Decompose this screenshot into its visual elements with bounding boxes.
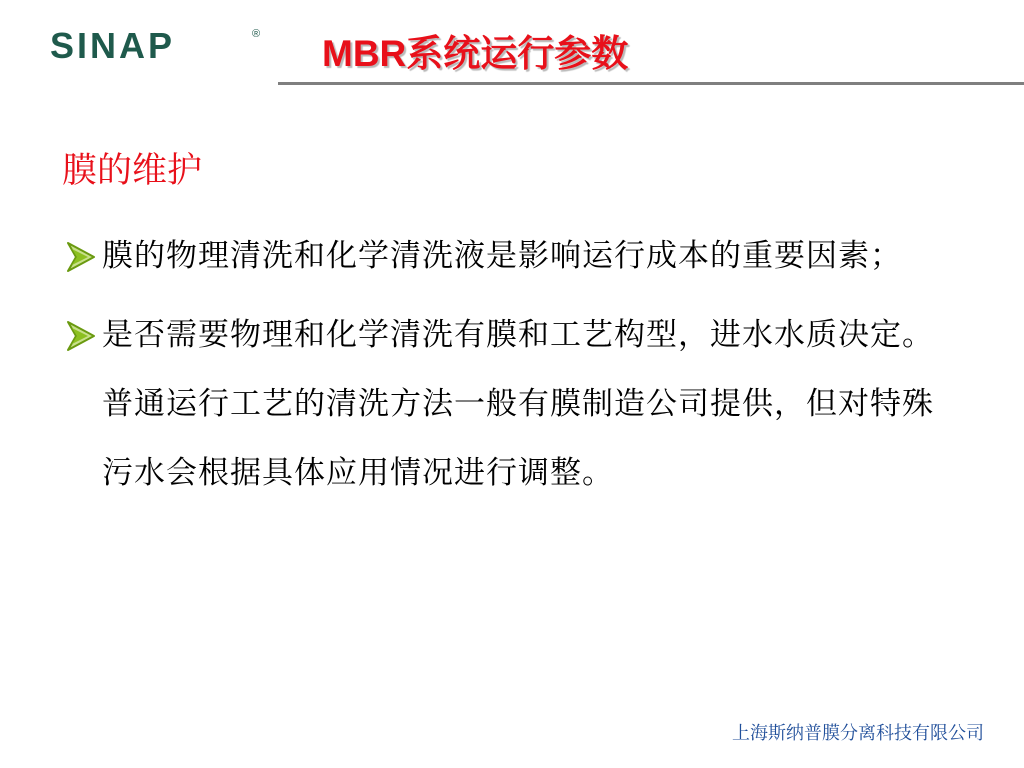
section-heading: 膜的维护 bbox=[62, 151, 203, 191]
bullet-text: 膜的物理清洗和化学清洗液是影响运行成本的重要因素； bbox=[102, 238, 902, 274]
footer-company-name: 上海斯纳普膜分离科技有限公司 bbox=[732, 723, 984, 744]
bullet-text: 是否需要物理和化学清洗有膜和工艺构型，进水水质决定。普通运行工艺的清洗方法一般有膜制造公司提供，但对特殊污水会根据具体应用情况进行调整。 bbox=[102, 317, 934, 491]
sinap-logo: SINAP bbox=[50, 25, 176, 66]
green-arrow-bullet-icon bbox=[66, 320, 96, 352]
page-title: MBR系统运行参数 bbox=[322, 33, 629, 74]
bullet-item bbox=[62, 301, 952, 508]
green-arrow-bullet-icon bbox=[66, 241, 96, 273]
bullet-item bbox=[62, 222, 952, 291]
registered-mark: ® bbox=[252, 28, 261, 40]
bullet-list bbox=[62, 222, 952, 518]
title-divider bbox=[278, 82, 1024, 85]
